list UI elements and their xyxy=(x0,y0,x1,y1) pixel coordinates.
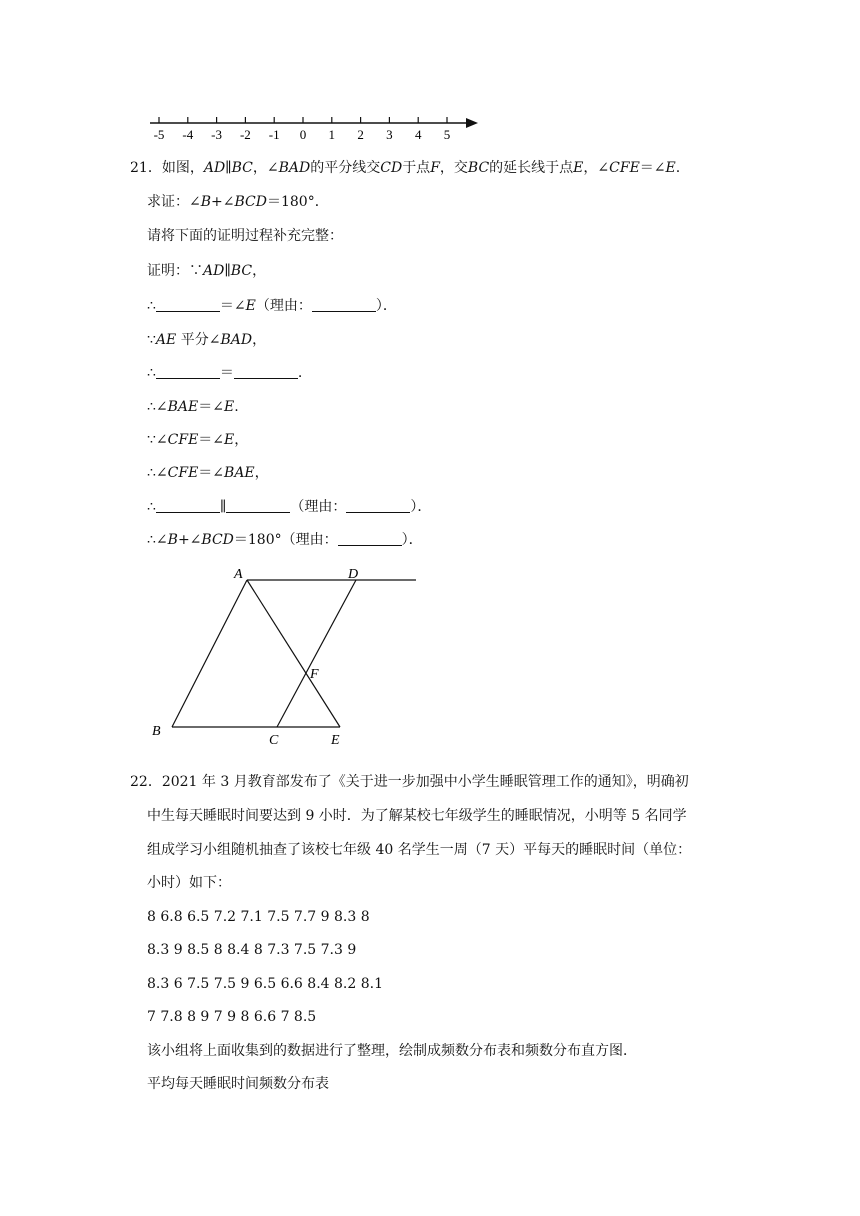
proof-step-5: ∴∠BAE＝∠E. xyxy=(147,399,239,415)
label-e: E xyxy=(331,733,340,748)
table-title: 平均每天睡眠时间频数分布表 xyxy=(147,1076,329,1092)
segment-cd xyxy=(277,580,356,727)
proof-step-9: ∴∠B+∠BCD＝180°（理由： ）． xyxy=(147,532,423,548)
arrow-right-icon xyxy=(466,118,478,128)
q22-line-2: 中生每天睡眠时间要达到 9 小时．为了解某校七年级学生的睡眠情况，小明等 5 名同学 xyxy=(147,808,687,824)
answer-blank[interactable] xyxy=(156,364,220,379)
number-line-tick-label: 2 xyxy=(357,127,364,142)
proof-step-7: ∴∠CFE＝∠BAE， xyxy=(147,465,269,481)
reason-blank[interactable] xyxy=(346,498,410,513)
q21-prove: 求证：∠B+∠BCD＝180°． xyxy=(147,194,329,210)
proof-step-1: 证明：∵AD∥BC， xyxy=(147,263,267,279)
label-c: C xyxy=(269,733,279,748)
reason-blank[interactable] xyxy=(338,531,402,546)
reason-blank[interactable] xyxy=(312,297,376,312)
segment-ae xyxy=(247,580,340,727)
data-row: 7 7.8 8 9 7 9 8 6.6 7 8.5 xyxy=(147,1009,317,1025)
number-line-tick-label: -3 xyxy=(211,127,223,142)
label-a: A xyxy=(234,567,243,582)
geometry-figure xyxy=(140,560,440,750)
number-line-tick-label: -4 xyxy=(182,127,194,142)
label-f: F xyxy=(310,667,319,682)
q22-line-4: 小时）如下： xyxy=(147,875,231,891)
q22-line-3: 组成学习小组随机抽查了该校七年级 40 名学生一周（7 天）平每天的睡眠时间（单位： xyxy=(147,842,692,858)
proof-step-6: ∵∠CFE＝∠E， xyxy=(147,432,249,448)
number-line xyxy=(140,110,490,146)
number-line-tick-label: -5 xyxy=(153,127,165,142)
proof-step-4: ∴ ＝ . xyxy=(147,365,303,381)
q21-stem: 21．如图，AD∥BC，∠BAD的平分线交CD于点F，交BC的延长线于点E，∠CFE＝∠E. xyxy=(130,160,681,176)
answer-blank[interactable] xyxy=(156,297,220,312)
data-row: 8 6.8 6.5 7.2 7.1 7.5 7.7 9 8.3 8 xyxy=(147,909,370,925)
answer-blank[interactable] xyxy=(226,498,290,513)
proof-step-3: ∵AE 平分∠BAD， xyxy=(147,332,267,348)
proof-step-2: ∴ ＝∠E（理由： ）． xyxy=(147,298,397,314)
q21-instruction: 请将下面的证明过程补充完整： xyxy=(147,228,343,244)
number-line-tick-label: 1 xyxy=(328,127,336,142)
number-line-tick-label: 4 xyxy=(414,127,422,142)
number-line-tick-label: -2 xyxy=(239,127,251,142)
q22-line-1: 22．2021 年 3 月教育部发布了《关于进一步加强中小学生睡眠管理工作的通知》，明确初 xyxy=(130,774,689,790)
number-line-tick-label: 3 xyxy=(386,127,393,142)
data-row: 8.3 6 7.5 7.5 9 6.5 6.6 8.4 8.2 8.1 xyxy=(147,976,383,992)
label-b: B xyxy=(152,724,161,739)
q22-summary: 该小组将上面收集到的数据进行了整理，绘制成频数分布表和频数分布直方图． xyxy=(147,1043,637,1059)
number-line-tick-label: 5 xyxy=(443,127,451,142)
data-row: 8.3 9 8.5 8 8.4 8 7.3 7.5 7.3 9 xyxy=(147,942,357,958)
number-line-tick-label: 0 xyxy=(299,127,307,142)
label-d: D xyxy=(348,567,359,582)
answer-blank[interactable] xyxy=(234,364,298,379)
number-line-tick-label: -1 xyxy=(268,127,280,142)
segment-ab xyxy=(172,580,247,727)
proof-step-8: ∴ ∥ （理由： ）． xyxy=(147,499,432,515)
answer-blank[interactable] xyxy=(156,498,220,513)
